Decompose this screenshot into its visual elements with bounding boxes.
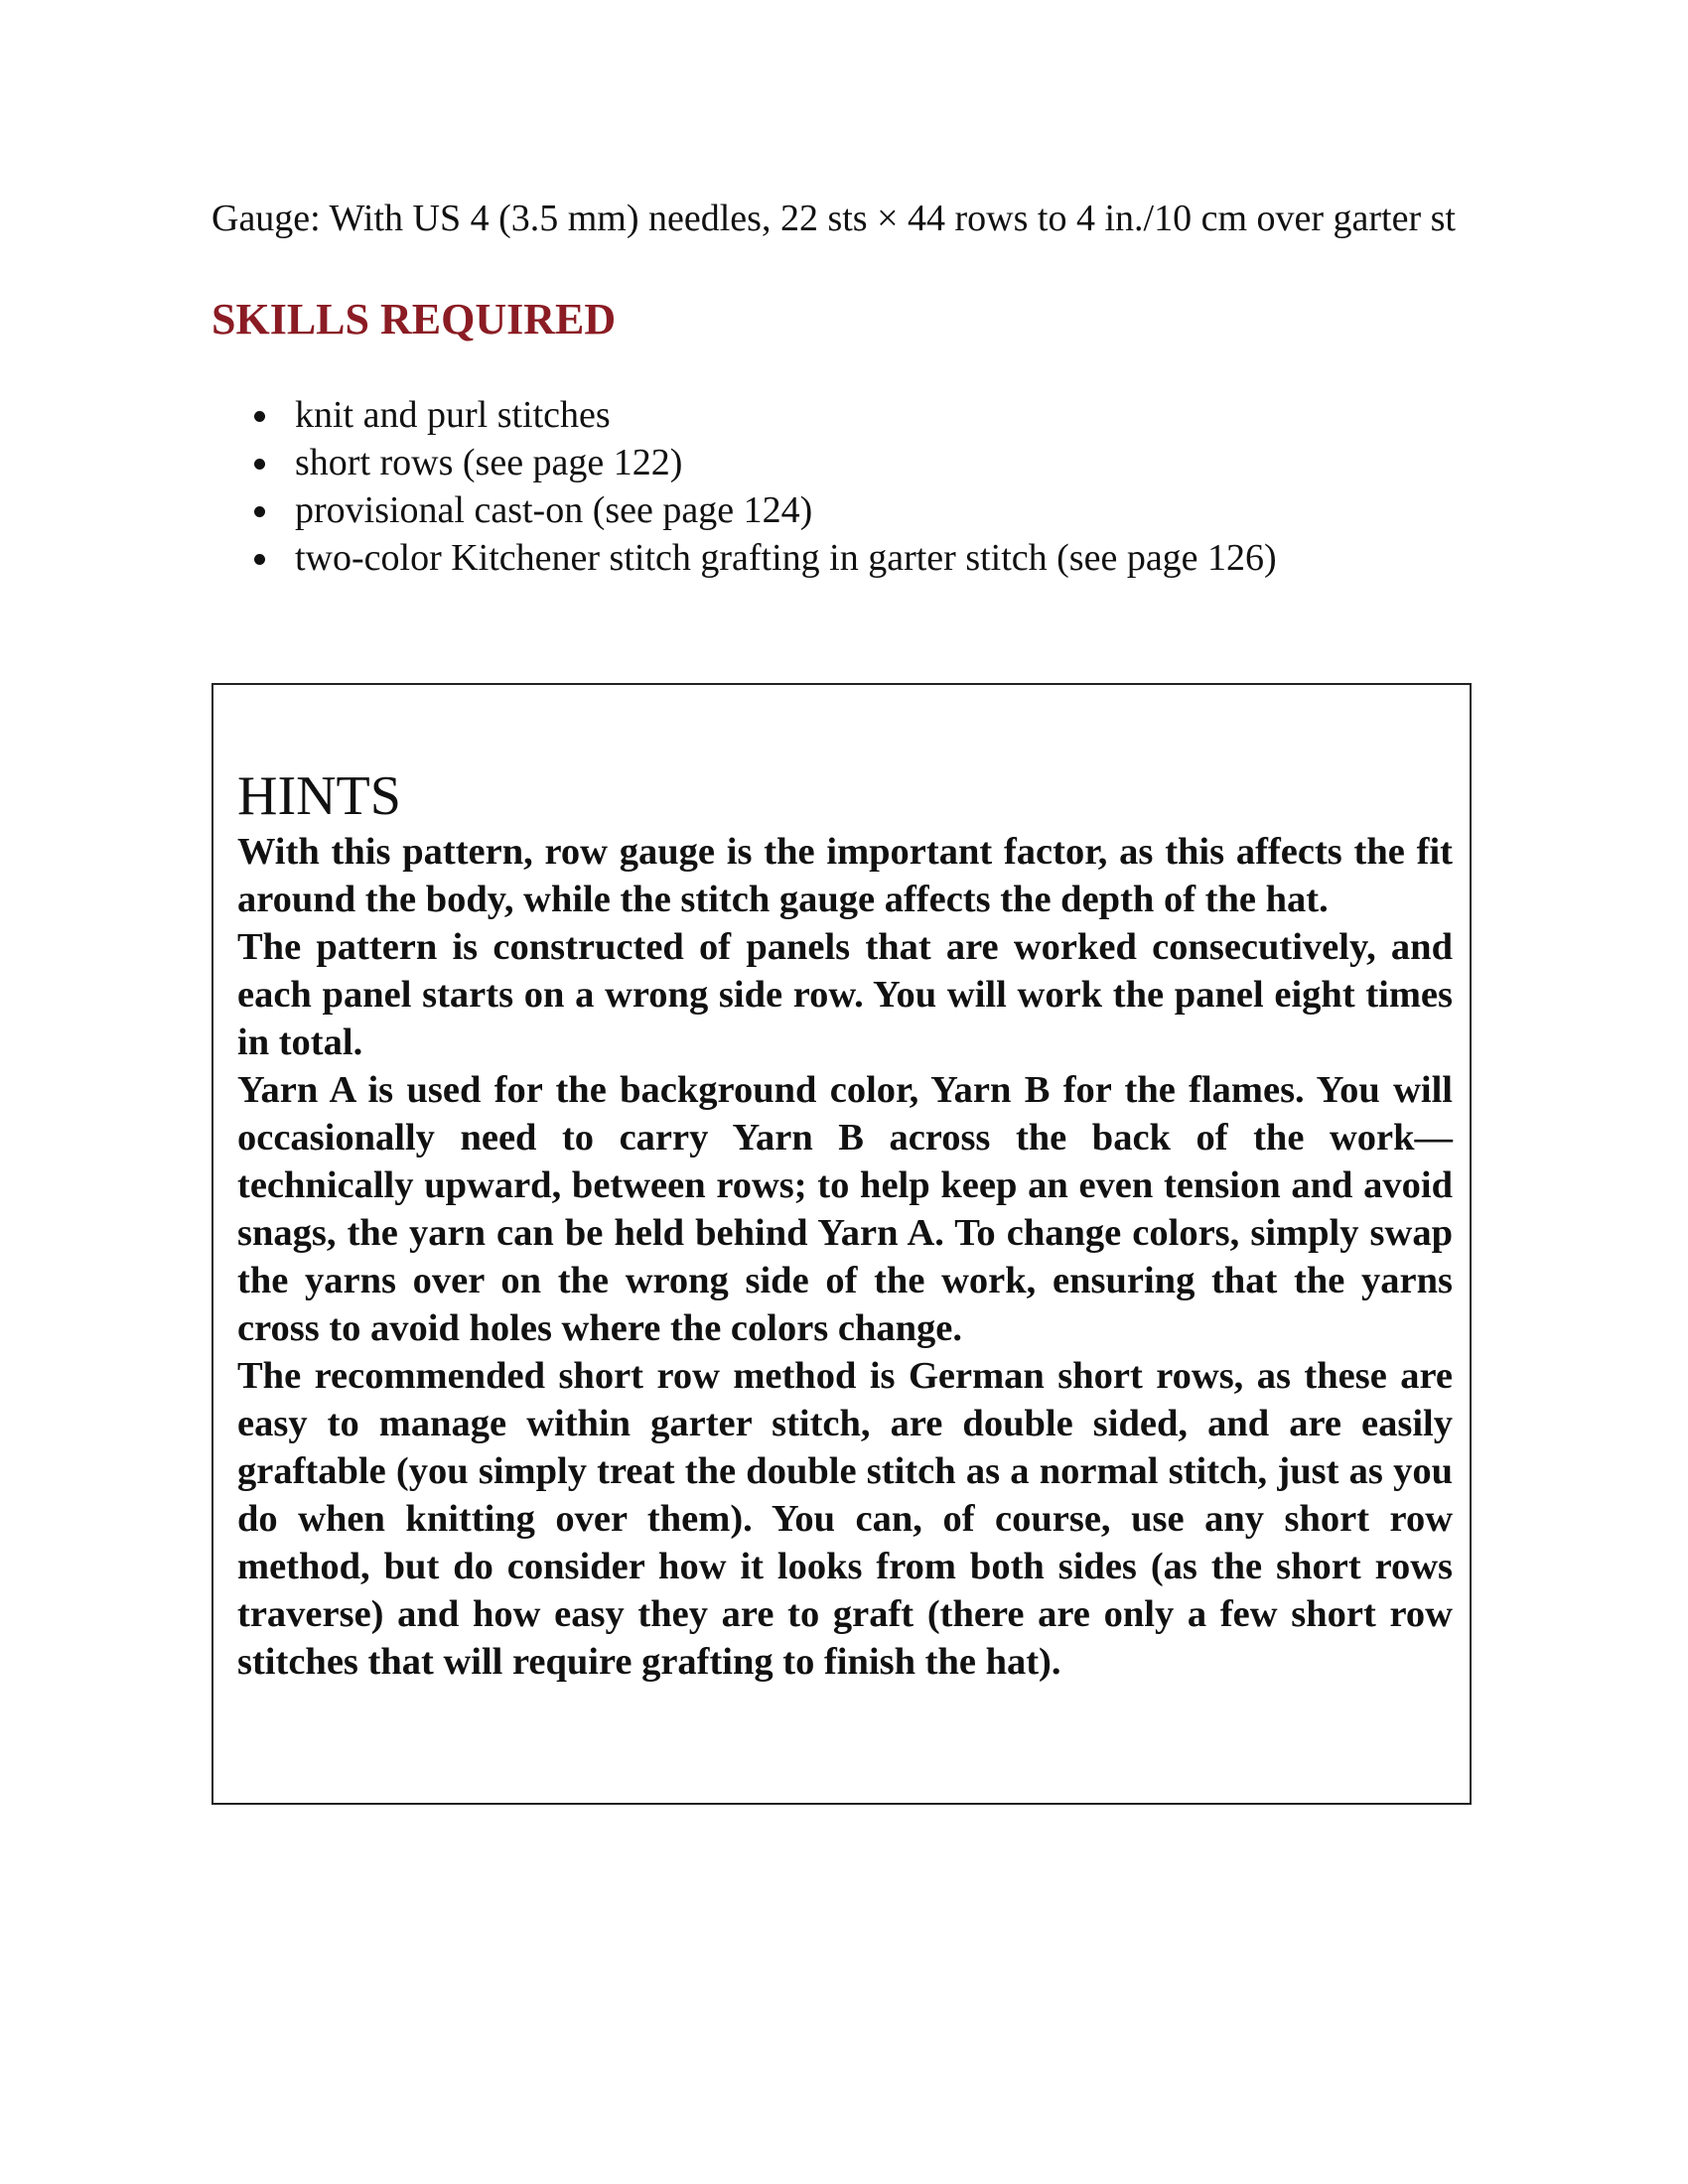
hints-paragraph: Yarn A is used for the background color, Yarn B for the flames. You will occasionally need to carry Yarn B across the back of the work—technically upward, between rows; to help keep an even tension and avoid snags, the yarn can be held behind Yarn A. To change colors, simply swap the yarns over on the wrong side of the work, ensuring that the yarns cross to avoid holes where the colors change. bbox=[237, 1069, 1453, 1349]
hints-paragraph: The recommended short row method is German short rows, as these are easy to manage within garter stitch, are double sided, and are easily graftable (you simply treat the double stitch as a normal stitch, just as you do when knitting over them). You can, of course, use any short row method, but do consider how it looks from both sides (as the short rows traverse) and how easy they are to graft (there are only a few short row stitches that will require grafting to finish the hat). bbox=[237, 1355, 1453, 1683]
list-item-text: two-color Kitchener stitch grafting in garter stitch (see page 126) bbox=[295, 537, 1277, 579]
hints-box bbox=[211, 683, 1472, 1805]
list-item bbox=[211, 391, 1476, 439]
bullet-icon bbox=[254, 411, 265, 422]
list-item bbox=[211, 534, 1476, 582]
list-item-text: knit and purl stitches bbox=[295, 394, 611, 436]
list-item bbox=[211, 439, 1476, 486]
list-item-text: provisional cast-on (see page 124) bbox=[295, 489, 813, 531]
bullet-icon bbox=[254, 459, 265, 470]
hints-paragraph: With this pattern, row gauge is the important factor, as this affects the fit around the body, while the stitch gauge affects the depth of the hat. bbox=[237, 831, 1453, 920]
gauge-text: Gauge: With US 4 (3.5 mm) needles, 22 sts × 44 rows to 4 in./10 cm over garter st bbox=[211, 198, 1456, 239]
bullet-icon bbox=[254, 554, 265, 565]
document-page bbox=[211, 195, 1476, 1805]
list-item-text: short rows (see page 122) bbox=[295, 442, 683, 483]
hints-title: HINTS bbox=[237, 765, 401, 827]
hints-paragraph: The pattern is constructed of panels that are worked consecutively, and each panel starts on a wrong side row. You will work the panel eight times in total. bbox=[237, 926, 1453, 1063]
list-item bbox=[211, 486, 1476, 534]
skills-heading: SKILLS REQUIRED bbox=[211, 295, 617, 343]
skills-list bbox=[211, 391, 1476, 582]
bullet-icon bbox=[254, 506, 265, 517]
